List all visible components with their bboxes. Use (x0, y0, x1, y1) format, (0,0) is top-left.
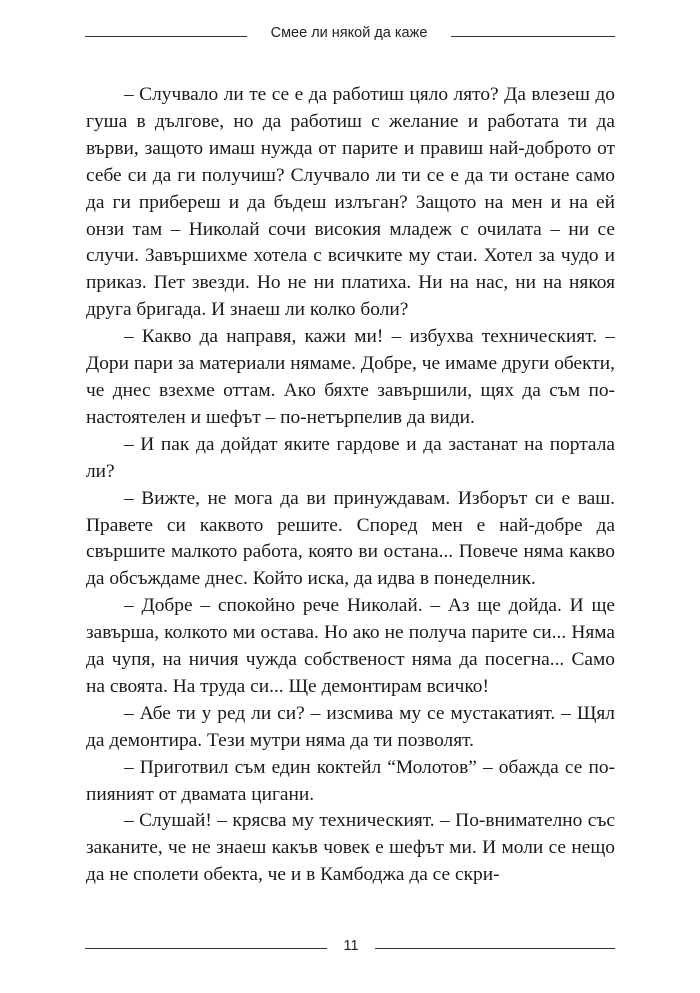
running-header-title: Смее ли някой да каже (270, 25, 428, 41)
paragraph: – Случвало ли те се е да работиш цяло лято? Да влезеш до гуша в дългове, но да работиш с желание и работата ти да върви, защото имаш нужда от парите и правиш най-доброто от себе си да ги получиш? Случвало ли ти се е да ти остане само да ги прибереш и да бъдеш излъган? Защото на мен и на ей онзи там – Николай сочи високия младеж с очилата – ни се случи. Завършихме хотела с всичките му стаи. Хотел за чудо и приказ. Пет звезди. Но не ни платиха. Ни на нас, ни на някоя друга бригада. И знаеш ли колко боли? (86, 84, 615, 321)
running-header (85, 22, 615, 46)
paragraph: – Абе ти у ред ли си? – изсмива му се мустакатият. – Щял да демонтира. Тези мутри няма да ти позволят. (86, 702, 615, 751)
paragraph: – Какво да направя, кажи ми! – избухва техническият. – Дори пари за материали нямаме. Добре, че имаме други обекти, че днес взехме оттам. Ако бяхте завършили, щях да съм по-настоятелен и шефът – по-нетърпелив да види. (86, 326, 615, 428)
paragraph: – Добре – спокойно рече Николай. – Аз ще дойда. И ще завърша, колкото ми остава. Но ако не получа парите си... Няма да чупя, на ничия чужда собственост няма да посегна... Само на своята. На труда си... Ще демонтирам всичко! (86, 595, 615, 697)
paragraph: – Слушай! – крясва му техническият. – По-внимателно със заканите, че не знаеш какъв човек е шефът ми. И моли се нещо да не сполети обекта, че и в Камбоджа да се скри- (86, 810, 615, 886)
header-rule-right (451, 36, 615, 37)
page-number: 11 (343, 938, 359, 954)
paragraph: – И пак да дойдат якитe гардове и да застанат на портала ли? (86, 433, 615, 482)
footer-rule-right (375, 948, 615, 949)
header-rule-left (85, 36, 247, 37)
body-text (86, 82, 615, 889)
footer-rule-left (85, 948, 327, 949)
paragraph: – Приготвил съм един коктейл “Молотов” – обажда се по-пияният от двамата цигани. (86, 756, 615, 805)
page-footer (85, 935, 615, 959)
paragraph: – Вижте, не мога да ви принуждавам. Изборът си е ваш. Правете си каквото решите. Според мен е най-добре да свършите малкото работа, която ви остана... Повече няма какво да обсъждаме днес. Който иска, да идва в понеделник. (86, 487, 615, 590)
